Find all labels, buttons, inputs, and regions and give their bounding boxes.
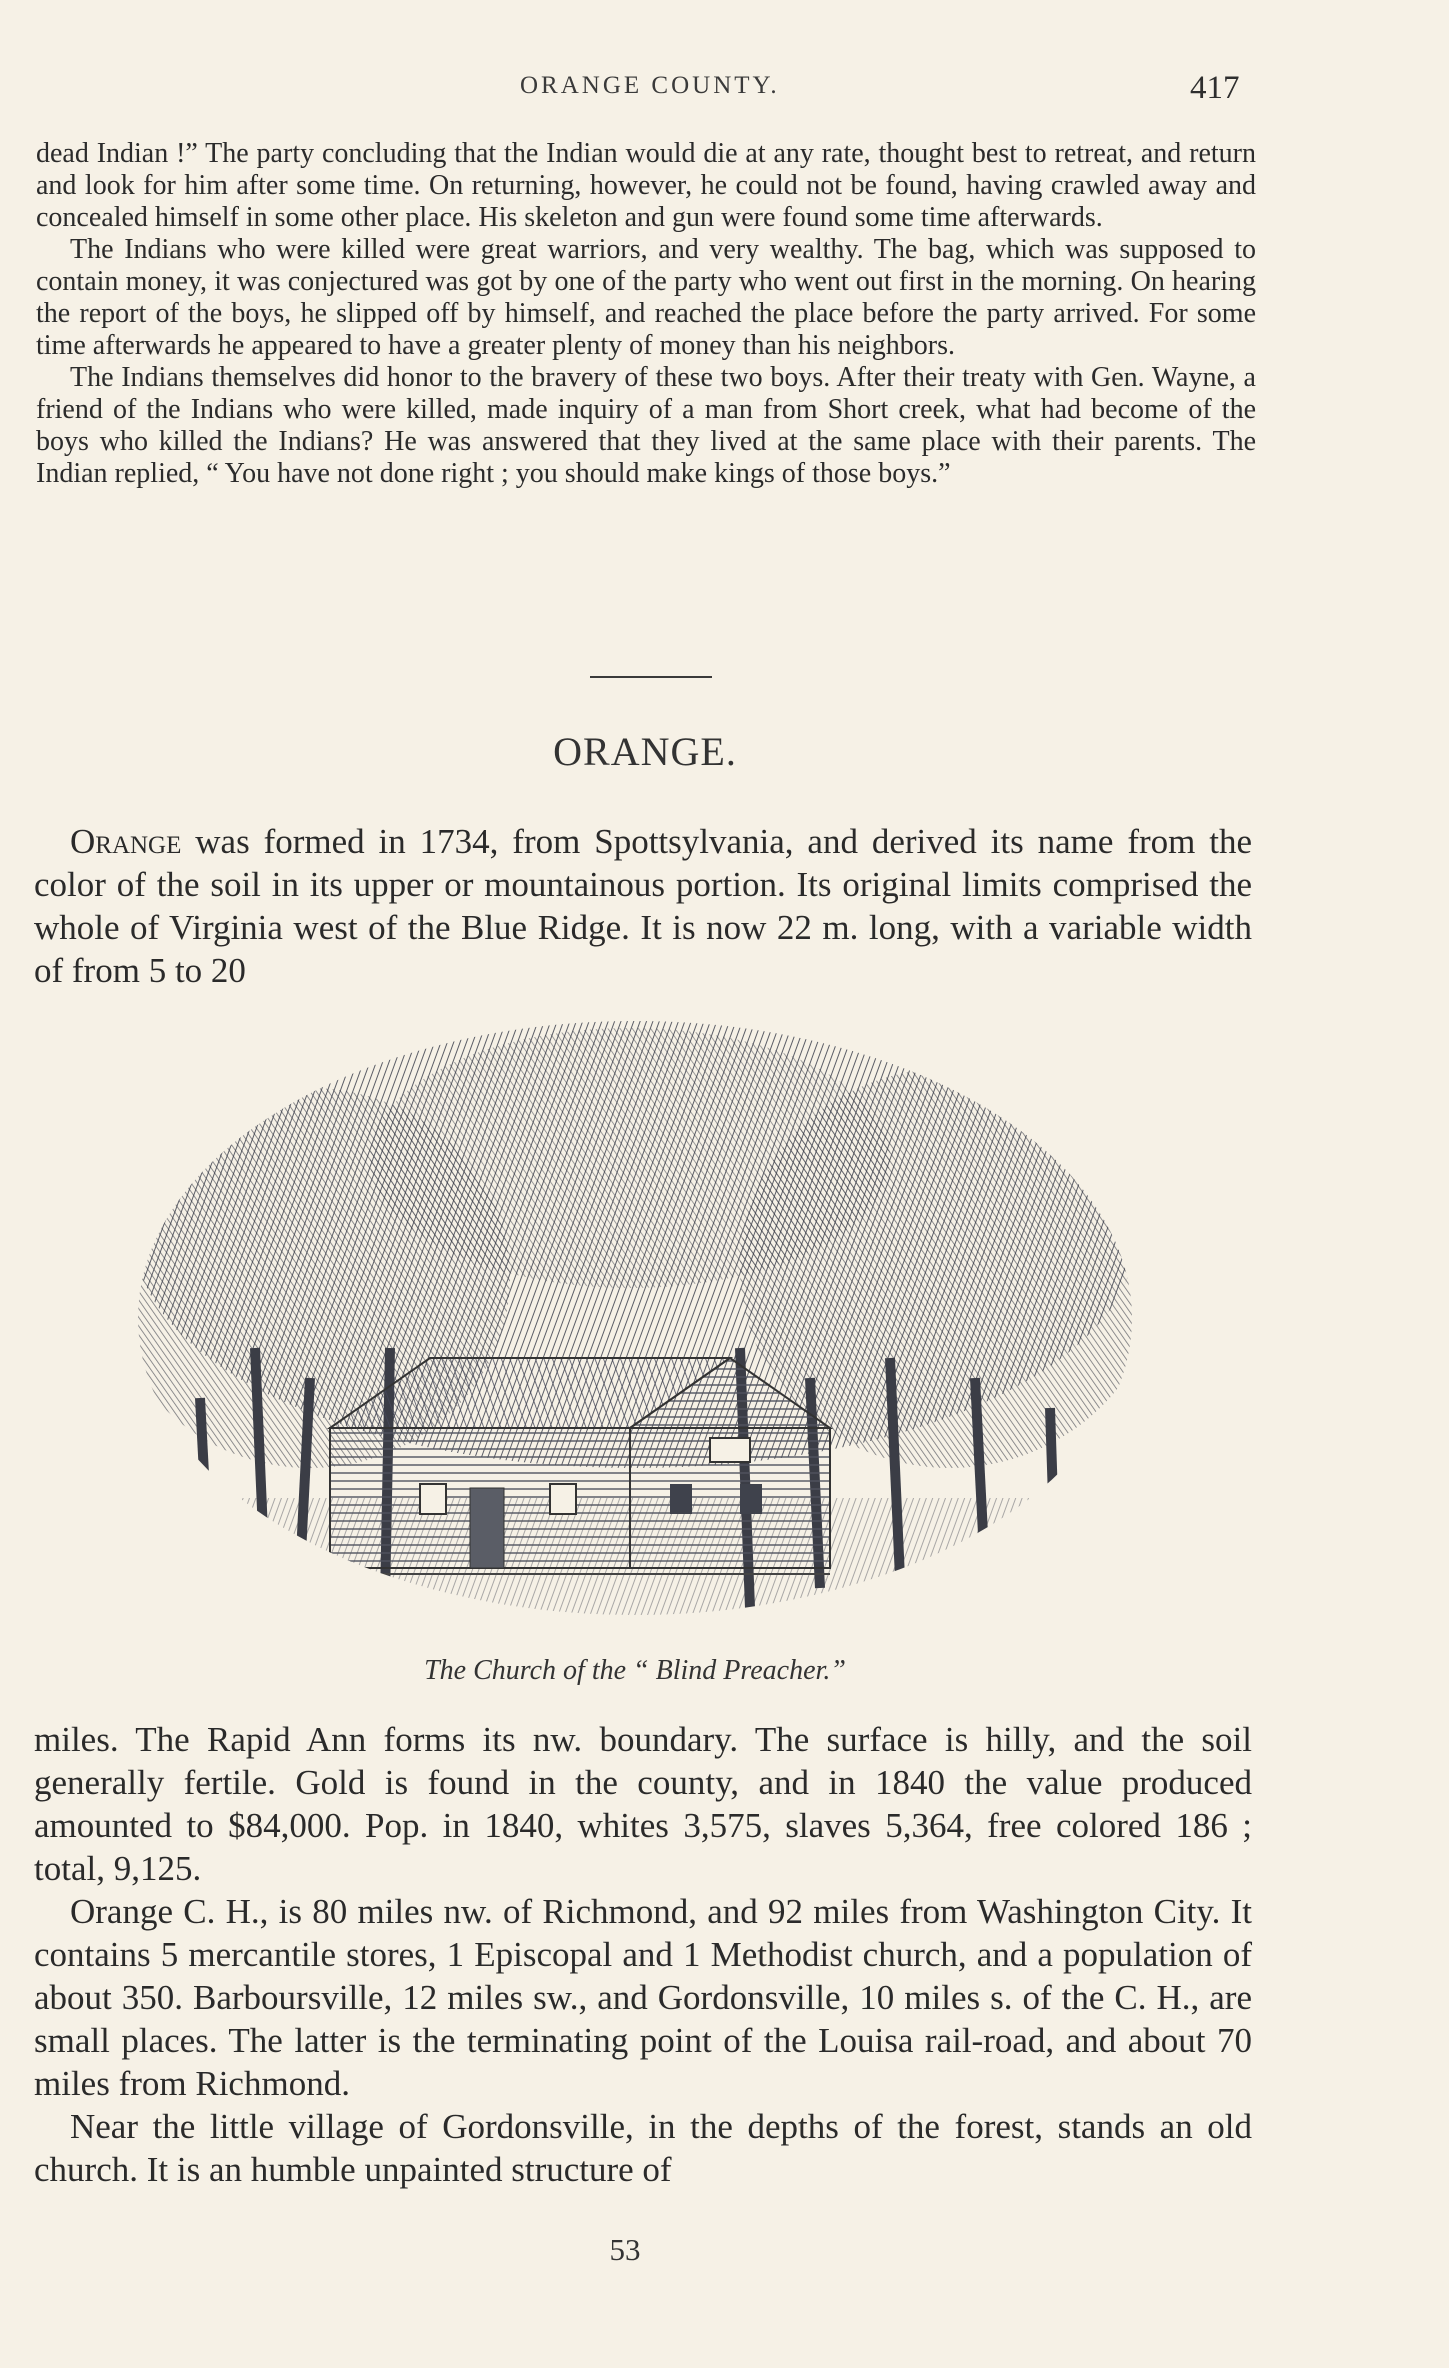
section-divider bbox=[590, 676, 712, 678]
paragraph: dead Indian !” The party concluding that the Indian would die at any rate, thought best to retreat, and return and look for him after some time. On returning, however, he could not be found, having crawled away and concealed himself in some other place. His skeleton and gun were found some time afterwards. bbox=[36, 138, 1256, 233]
intro-rest: was formed in 1734, from Spottsylvania, and derived its name from the color of the soil in its upper or mountainous portion. Its original limits comprised the whole of Virginia west of the Blue Ridge. It is now 22 m. long, with a variable width of from 5 to 20 bbox=[34, 822, 1252, 990]
illustration-caption: The Church of the “ Blind Preacher.” bbox=[424, 1655, 846, 1686]
page-number: 417 bbox=[1190, 70, 1240, 106]
paragraph: The Indians themselves did honor to the bravery of these two boys. After their treaty with Gen. Wayne, a friend of the Indians who were killed, made inquiry of a man from Short creek, what had become of the boys who killed the Indians? He was answered that they lived at the same place with their parents. The Indian replied, “ You have not done right ; you should make kings of those boys.” bbox=[36, 362, 1256, 489]
section-title: ORANGE. bbox=[553, 729, 737, 774]
signature-mark: 53 bbox=[609, 2232, 641, 2267]
section-continuation bbox=[34, 1718, 1252, 2191]
paragraph: Near the little village of Gordonsville, in the depths of the forest, stands an old church. It is an humble unpainted structure of bbox=[34, 2107, 1252, 2189]
church-engraving bbox=[130, 1018, 1140, 1638]
intro-paragraph bbox=[34, 820, 1252, 992]
previous-section-text bbox=[36, 138, 1256, 490]
paragraph: The Indians who were killed were great warriors, and very wealthy. The bag, which was supposed to contain money, it was conjectured was got by one of the party who went out first in the morning. On hearing the report of the boys, he slipped off by himself, and reached the place before the party arrived. For some time afterwards he appeared to have a greater plenty of money than his neighbors. bbox=[36, 234, 1256, 361]
paragraph: Orange C. H., is 80 miles nw. of Richmond, and 92 miles from Washington City. It contains 5 mercantile stores, 1 Episcopal and 1 Methodist church, and a population of about 350. Barboursville, 12 miles sw., and Gordonsville, 10 miles s. of the C. H., are small places. The latter is the terminating point of the Louisa rail-road, and about 70 miles from Richmond. bbox=[34, 1892, 1252, 2103]
running-head: ORANGE COUNTY. bbox=[520, 72, 780, 99]
intro-smallcaps: Orange bbox=[70, 822, 182, 861]
section-intro bbox=[34, 820, 1252, 992]
paragraph: miles. The Rapid Ann forms its nw. boundary. The surface is hilly, and the soil generally fertile. Gold is found in the county, and in 1840 the value produced amounted to $84,000. Pop. in 1840, whites 3,575, slaves 5,364, free colored 186 ; total, 9,125. bbox=[34, 1720, 1252, 1888]
